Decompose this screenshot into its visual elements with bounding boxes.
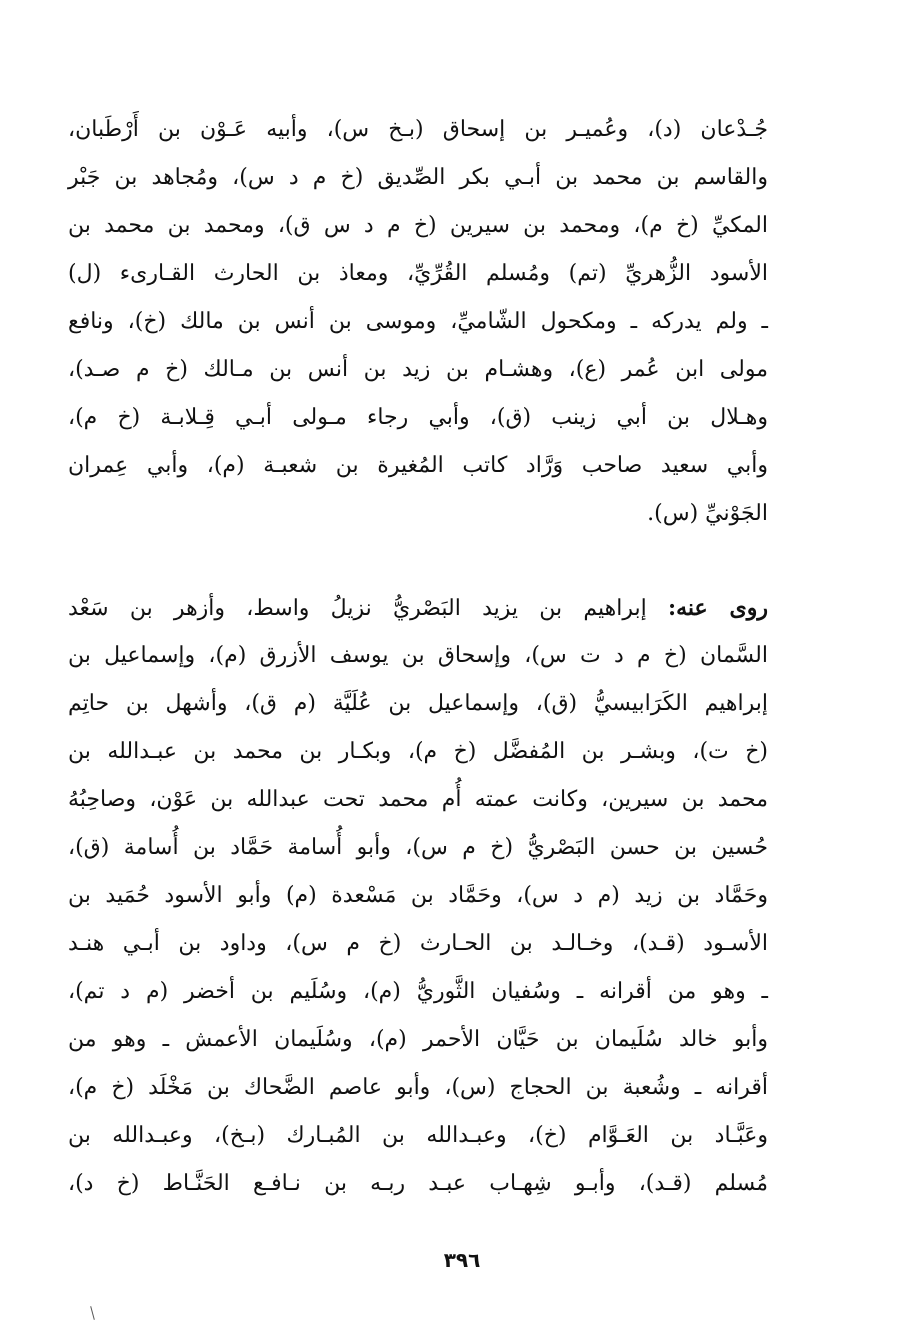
text-line: أقرانه ـ وشُعبة بن الحجاج (س)، وأبو عاصم الضَّحاك بن مَخْلَد (خ م)، [68,1075,768,1100]
text-line: الجَوْنيِّ (س). [647,501,768,526]
text-line: وهـلال بن أبي زينب (ق)، وأبي رجاء مـولى أبـي قِـلابـة (خ م)، [68,405,768,430]
text-line: مولى ابن عُمر (ع)، وهشـام بن زيد بن أنس بن مـالك (خ م صـد)، [68,357,768,382]
biography-teachers-paragraph [68,106,768,538]
scan-mark [90,1306,95,1320]
text-line: وعَبَّـاد بن العَـوَّام (خ)، وعبـدالله بن المُبـارك (بـخ)، وعبـدالله بن [68,1123,768,1148]
text-line: والقاسم بن محمد بن أبـي بكر الصِّديق (خ م د س)، ومُجاهد بن جَبْر [68,165,768,190]
text-line: السَّمان (خ م د ت س)، وإسحاق بن يوسف الأزرق (م)، وإسماعيل بن [68,643,768,668]
section-label: روى عنه: [667,595,769,621]
text-line: حُسين بن حسن البَصْريُّ (خ م س)، وأبو أُسامة حَمَّاد بن أُسامة (ق)، [68,835,768,860]
text-line: وأبو خالد سُلَيمان بن حَيَّان الأحمر (م)، وسُلَيمان الأعمش ـ وهو من [68,1027,768,1052]
text-line: جُـدْعان (د)، وعُميـر بن إسحاق (بـخ س)، وأبيه عَـوْن بن أَرْطَبان، [68,117,768,142]
text-line-rest: إبراهيم بن يزيد البَصْريُّ نزيلُ واسط، وأزهر بن سَعْد [68,596,668,621]
text-line: ـ ولم يدركه ـ ومكحول الشّاميِّ، وموسى بن أنس بن مالك (خ)، ونافع [68,309,768,334]
text-line: المكيِّ (خ م)، ومحمد بن سيرين (خ م د س ق)، ومحمد بن محمد بن [68,213,768,238]
text-line-with-heading [68,584,768,632]
text-line: محمد بن سيرين، وكانت عمته أُم محمد تحت عبدالله بن عَوْن، وصاحِبُهُ [68,787,768,812]
text-line: مُسلم (قـد)، وأبـو شِهـاب عبـد ربـه بن نـافـع الحَنَّـاط (خ د)، [68,1171,768,1196]
page-number: ٣٩٦ [443,1248,481,1272]
text-line: وحَمَّاد بن زيد (م د س)، وحَمَّاد بن مَسْعدة (م) وأبو الأسود حُمَيد بن [68,883,768,908]
text-line: وأبي سعيد صاحب وَرَّاد كاتب المُغيرة بن شعبـة (م)، وأبي عِمران [68,453,768,478]
text-line: إبراهيم الكَرَابيسيُّ (ق)، وإسماعيل بن عُلَيَّة (م ق)، وأشهل بن حاتِم [68,691,768,716]
text-line: ـ وهو من أقرانه ـ وسُفيان الثَّوريُّ (م)، وسُلَيم بن أخضر (م د تم)، [68,979,768,1004]
text-line: (خ ت)، وبشـر بن المُفضَّل (خ م)، وبكـار بن محمد بن عبـدالله بن [68,739,768,764]
text-line: الأسـود (قـد)، وخـالـد بن الحـارث (خ م س)، وداود بن أبـي هنـد [68,931,768,956]
text-line: الأسود الزُّهريِّ (تم) ومُسلم القُرِّيِّ، ومعاذ بن الحارث القـارىء (ل) [68,261,768,286]
narrators-from-him-paragraph [68,584,768,1208]
